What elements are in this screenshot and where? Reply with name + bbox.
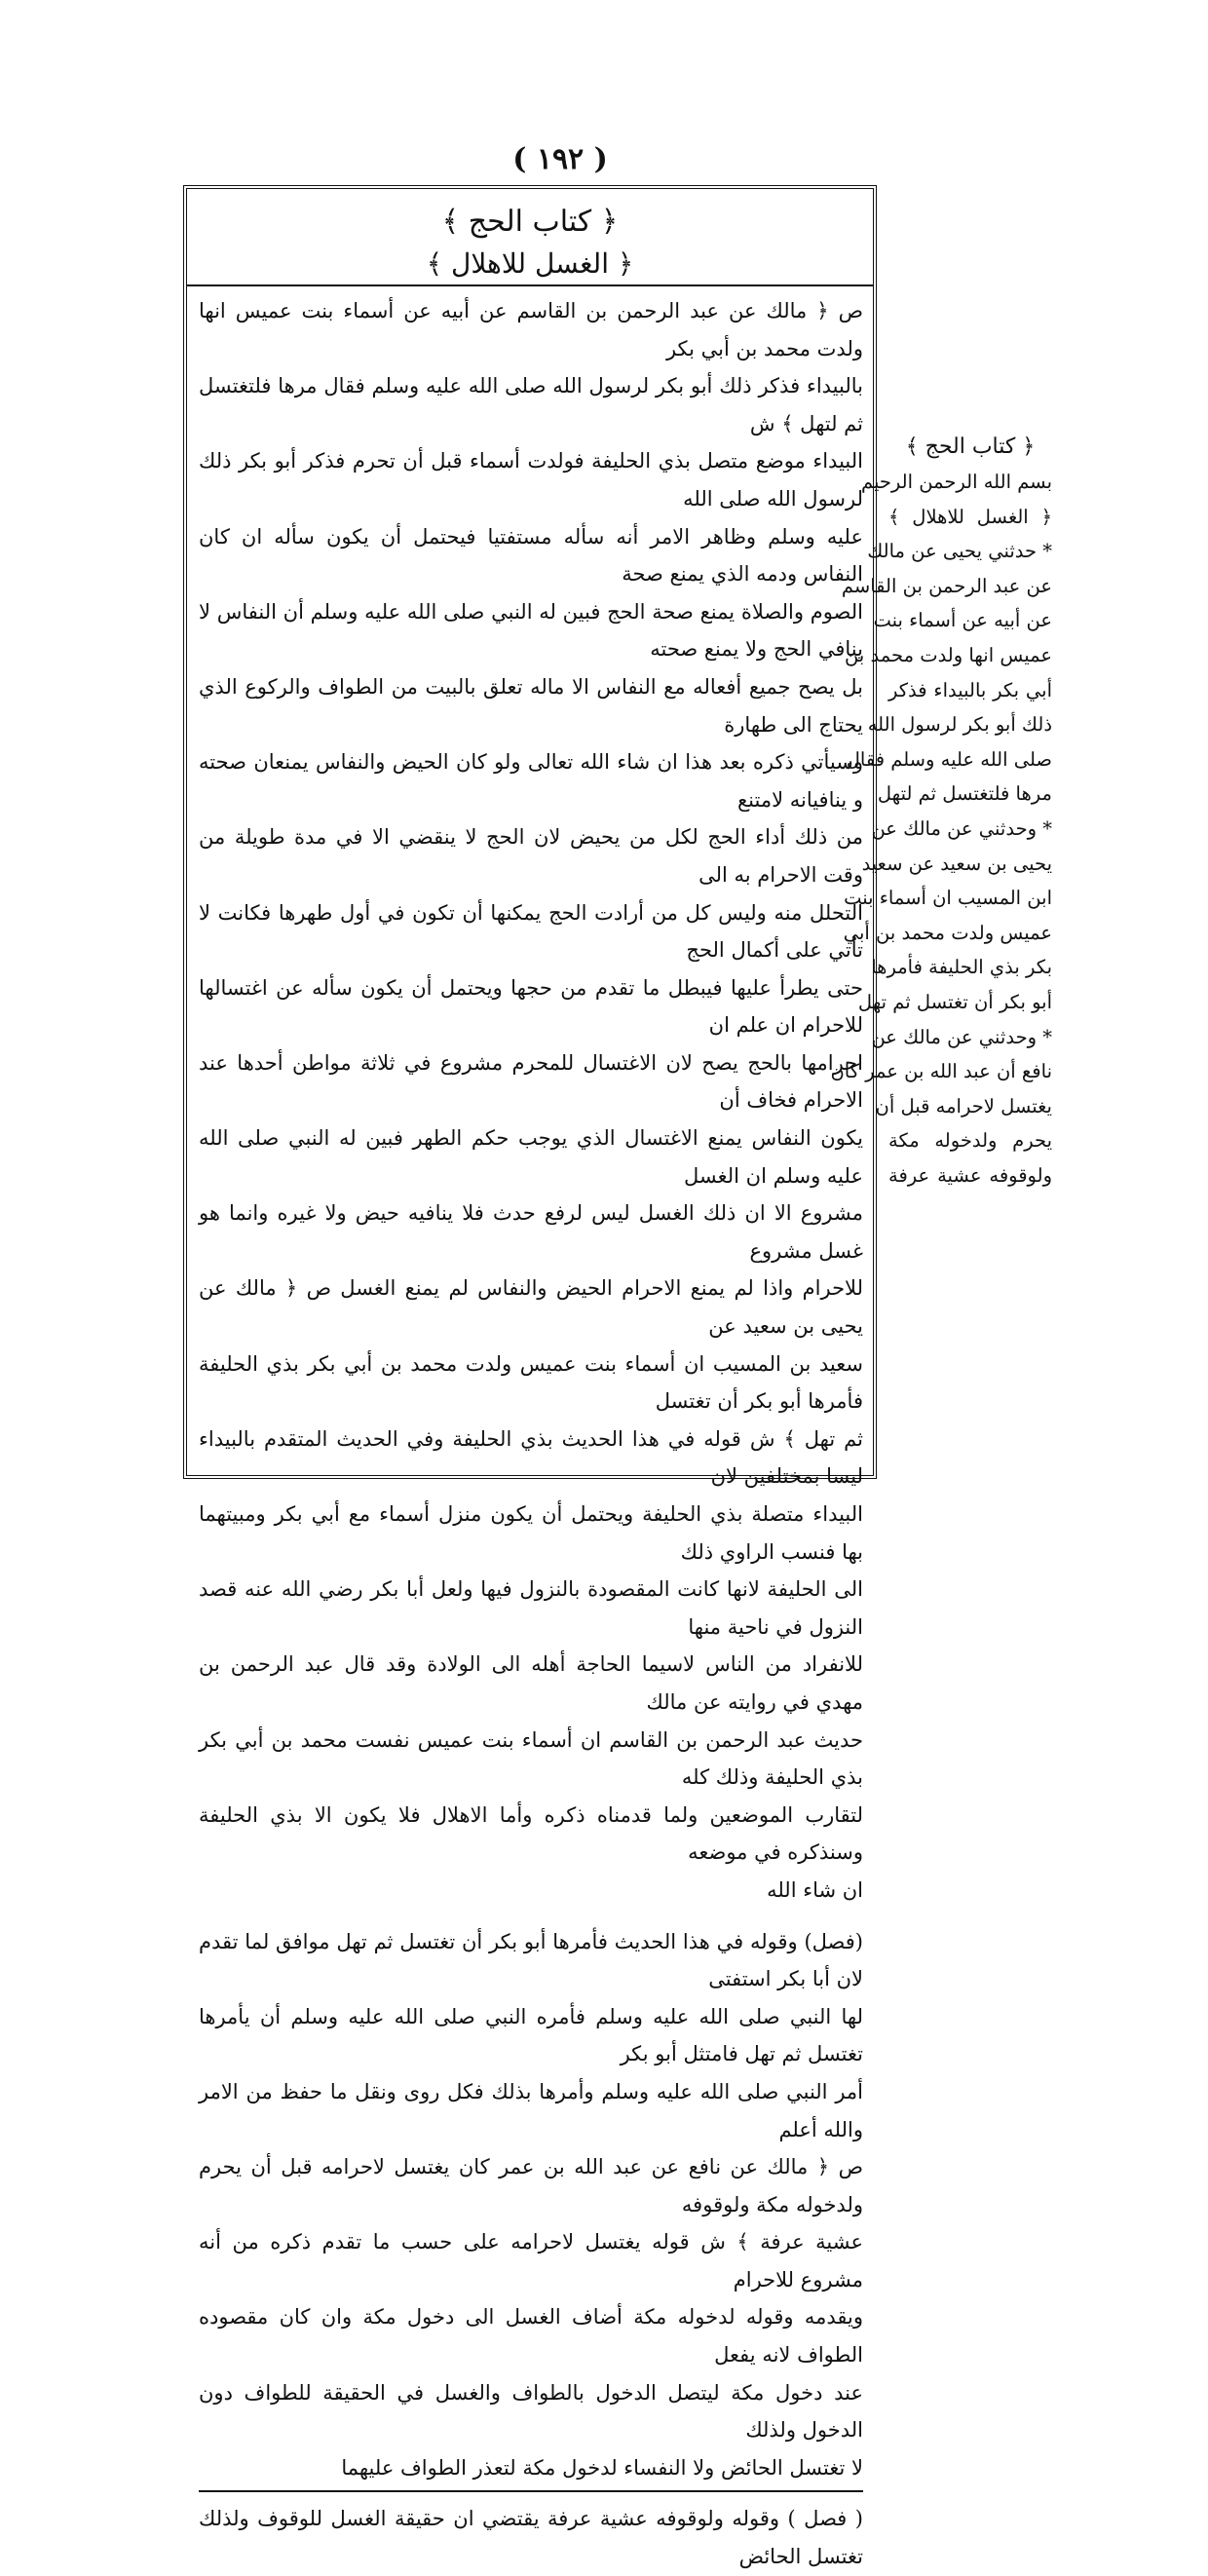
text-line: بالبيداء فذكر ذلك أبو بكر لرسول الله صلى الله عليه وسلم فقال مرها فلتغتسل ثم لتهل ﴾ ش [199,374,863,436]
title-block [187,201,873,284]
book-title: ﴿ كتاب الحج ﴾ [441,205,619,239]
text-line: أمر النبي صلى الله عليه وسلم وأمرها بذلك فكل روى ونقل ما حفظ من الامر والله أعلم [199,2079,864,2141]
text-line: لا تغتسل الحائض ولا النفساء لدخول مكة لتعذر الطواف عليهما [341,2455,863,2480]
text-line: ( فصل ) وقوله ولوقوفه عشية عرفة يقتضي ان حقيقة الغسل للوقوف ولذلك تغتسل الحائض [199,2507,863,2569]
text-line: عشية عرفة ﴾ ش قوله يغتسل لاحرامه على حسب ما تقدم ذكره من أنه مشروع للاحرام [199,2230,863,2292]
text-line: لها النبي صلى الله عليه وسلم فأمره النبي صلى الله عليه وسلم أن يأمرها تغتسل ثم تهل فامتثل أبو بكر [199,2004,863,2066]
text-line: يغتسل لاحرامه قبل أن [875,1094,1052,1118]
text-line: عليه وسلم وظاهر الامر أنه سأله مستفتيا فيحتمل أن يكون سأله ان كان النفاس ودمه الذي يمنع صحة [199,524,863,587]
text-line: بكر بذي الحليفة فأمرها [871,956,1052,979]
title-rule [187,284,873,286]
text-line: يكون النفاس يمنع الاغتسال الذي يوجب حكم الطهر فبين له النبي صلى الله عليه وسلم ان الغسل [199,1126,863,1188]
text-line: أبو بكر أن تغتسل ثم تهل [857,990,1052,1013]
text-line: للاحرام واذا لم يمنع الاحرام الحيض والنفاس لم يمنع الغسل ص ﴿ مالك عن يحيى بن سعيد عن [199,1276,863,1339]
text-line: بل يصح جميع أفعاله مع النفاس الا ماله تعلق بالبيت من الطواف والركوع الذي يحتاج الى طهارة [199,674,863,737]
margin-title: ﴿ كتاب الحج ﴾ [905,435,1036,459]
text-line: عند دخول مكة ليتصل الدخول بالطواف والغسل في الحقيقة للطواف دون الدخول ولذلك [199,2380,863,2443]
text-line: للانفراد من الناس لاسيما الحاجة أهله الى الولادة وقد قال عبد الرحمن بن مهدي في روايته عن مالك [199,1652,863,1714]
chapter-title: ﴿ الغسل للاهلال ﴾ [426,247,634,280]
text-line: (فصل) وقوله في هذا الحديث فأمرها أبو بكر أن تغتسل ثم تهل موافق لما تقدم لان أبا بكر استفتى [199,1929,863,1991]
text-line: الى الحليفة لانها كانت المقصودة بالنزول فيها ولعل أبا بكر رضي الله عنه قصد النزول في ناحية منها [199,1577,863,1639]
text-line: عن عبد الرحمن بن القاسم [841,574,1052,597]
text-line: لتقارب الموضعين ولما قدمناه ذكره وأما الاهلال فلا يكون الا بذي الحليفة وسنذكره في موضعه [199,1802,863,1865]
text-line: * حدثني يحيى عن مالك [867,540,1052,563]
page-number: ( ١٩٢ ) [512,142,608,176]
text-line: ويقدمه وقوله لدخوله مكة أضاف الغسل الى دخول مكة وان كان مقصوده الطواف لانه يفعل [199,2305,863,2368]
text-line: ان شاء الله [767,1877,863,1902]
text-line: ص ﴿ مالك عن نافع عن عبد الله بن عمر كان يغتسل لاحرامه قبل أن يحرم ولدخوله مكة ولوقوفه [199,2155,863,2216]
text-line: ذلك أبو بكر لرسول الله [867,713,1052,737]
text-line: حتى يطرأ عليها فيبطل ما تقدم من حجها ويحتمل أن يكون سأله عن اغتسالها للاحرام ان علم ان [199,975,863,1038]
text-line: صلى الله عليه وسلم فقال [846,747,1052,771]
text-block [199,292,863,1910]
text-line: عميس انها ولدت محمد بن [845,643,1052,666]
text-line: البيداء متصلة بذي الحليفة ويحتمل أن يكون منزل أسماء مع أبي بكر ومبيتهما بها فنسب الراوي ذلك [199,1502,863,1564]
text-line: ص ﴿ مالك عن عبد الرحمن بن القاسم عن أبيه عن أسماء بنت عميس انها ولدت محمد بن أبي بكر [199,299,863,360]
text-line: يحرم ولدخوله مكة [888,1129,1052,1153]
main-text [199,292,863,2576]
text-line: حديث عبد الرحمن بن القاسم ان أسماء بنت عميس نفست محمد بن أبي بكر بذي الحليفة وذلك كله [199,1727,863,1790]
text-line: ﴿ الغسل للاهلال ﴾ [888,505,1052,528]
text-line: سعيد بن المسيب ان أسماء بنت عميس ولدت محمد بن أبي بكر بذي الحليفة فأمرها أبو بكر أن تغتسل [199,1351,863,1414]
text-line: الصوم والصلاة يمنع صحة الحج فبين له النبي صلى الله عليه وسلم أن النفاس لا ينافي الحج ولا يمنع صحته [199,599,863,662]
text-line: عميس ولدت محمد بن أبي [843,921,1052,944]
text-line: احرامها بالحج يصح لان الاغتسال للمحرم مشروع في ثلاثة مواطن أحدها عند الاحرام فخاف أن [199,1050,863,1113]
text-line: وسيأتي ذكره بعد هذا ان شاء الله تعالى ولو كان الحيض والنفاس يمنعان صحته و ينافيانه لامتنع [199,750,863,812]
section-rule [199,2490,863,2492]
text-line: ثم تهل ﴾ ش قوله في هذا الحديث بذي الحليفة وفي الحديث المتقدم بالبيداء ليسا بمختلفين لان [199,1426,863,1489]
text-line: * وحدثني عن مالك عن [871,1025,1052,1048]
text-line: البيداء موضع متصل بذي الحليفة فولدت أسماء قبل أن تحرم فذكر أبو بكر ذلك لرسول الله صلى الله [199,449,863,511]
text-line: من ذلك أداء الحج لكل من يحيض لان الحج لا ينقضي الا في مدة طويلة من وقت الاحرام به الى [199,825,863,887]
text-line: مشروع الا ان ذلك الغسل ليس لرفع حدث فلا ينافيه حيض ولا غيره وانما هو غسل مشروع [199,1201,863,1263]
text-line: ابن المسيب ان أسماء بنت [844,887,1052,910]
margin-notes [830,430,1052,1193]
text-line: أبي بكر بالبيداء فذكر [888,678,1052,701]
margin-lines [830,465,1052,1193]
text-line: بسم الله الرحمن الرحيم [861,471,1052,493]
text-line: * وحدثني عن مالك عن [871,816,1052,840]
text-line: ولوقوفه عشية عرفة [888,1163,1052,1187]
text-block [199,2500,863,2575]
text-line: يحيى بن سعيد عن سعيد [861,852,1052,875]
text-line: التحلل منه وليس كل من أرادت الحج يمكنها أن تكون في أول طهرها فكانت لا تأتي على أكمال الحج [199,900,863,963]
text-block [199,1923,863,2487]
text-line: نافع أن عبد الله بن عمر كان [830,1060,1052,1083]
text-line: مرها فلتغتسل ثم لتهل [877,782,1052,806]
text-line: عن أبيه عن أسماء بنت [873,609,1052,632]
